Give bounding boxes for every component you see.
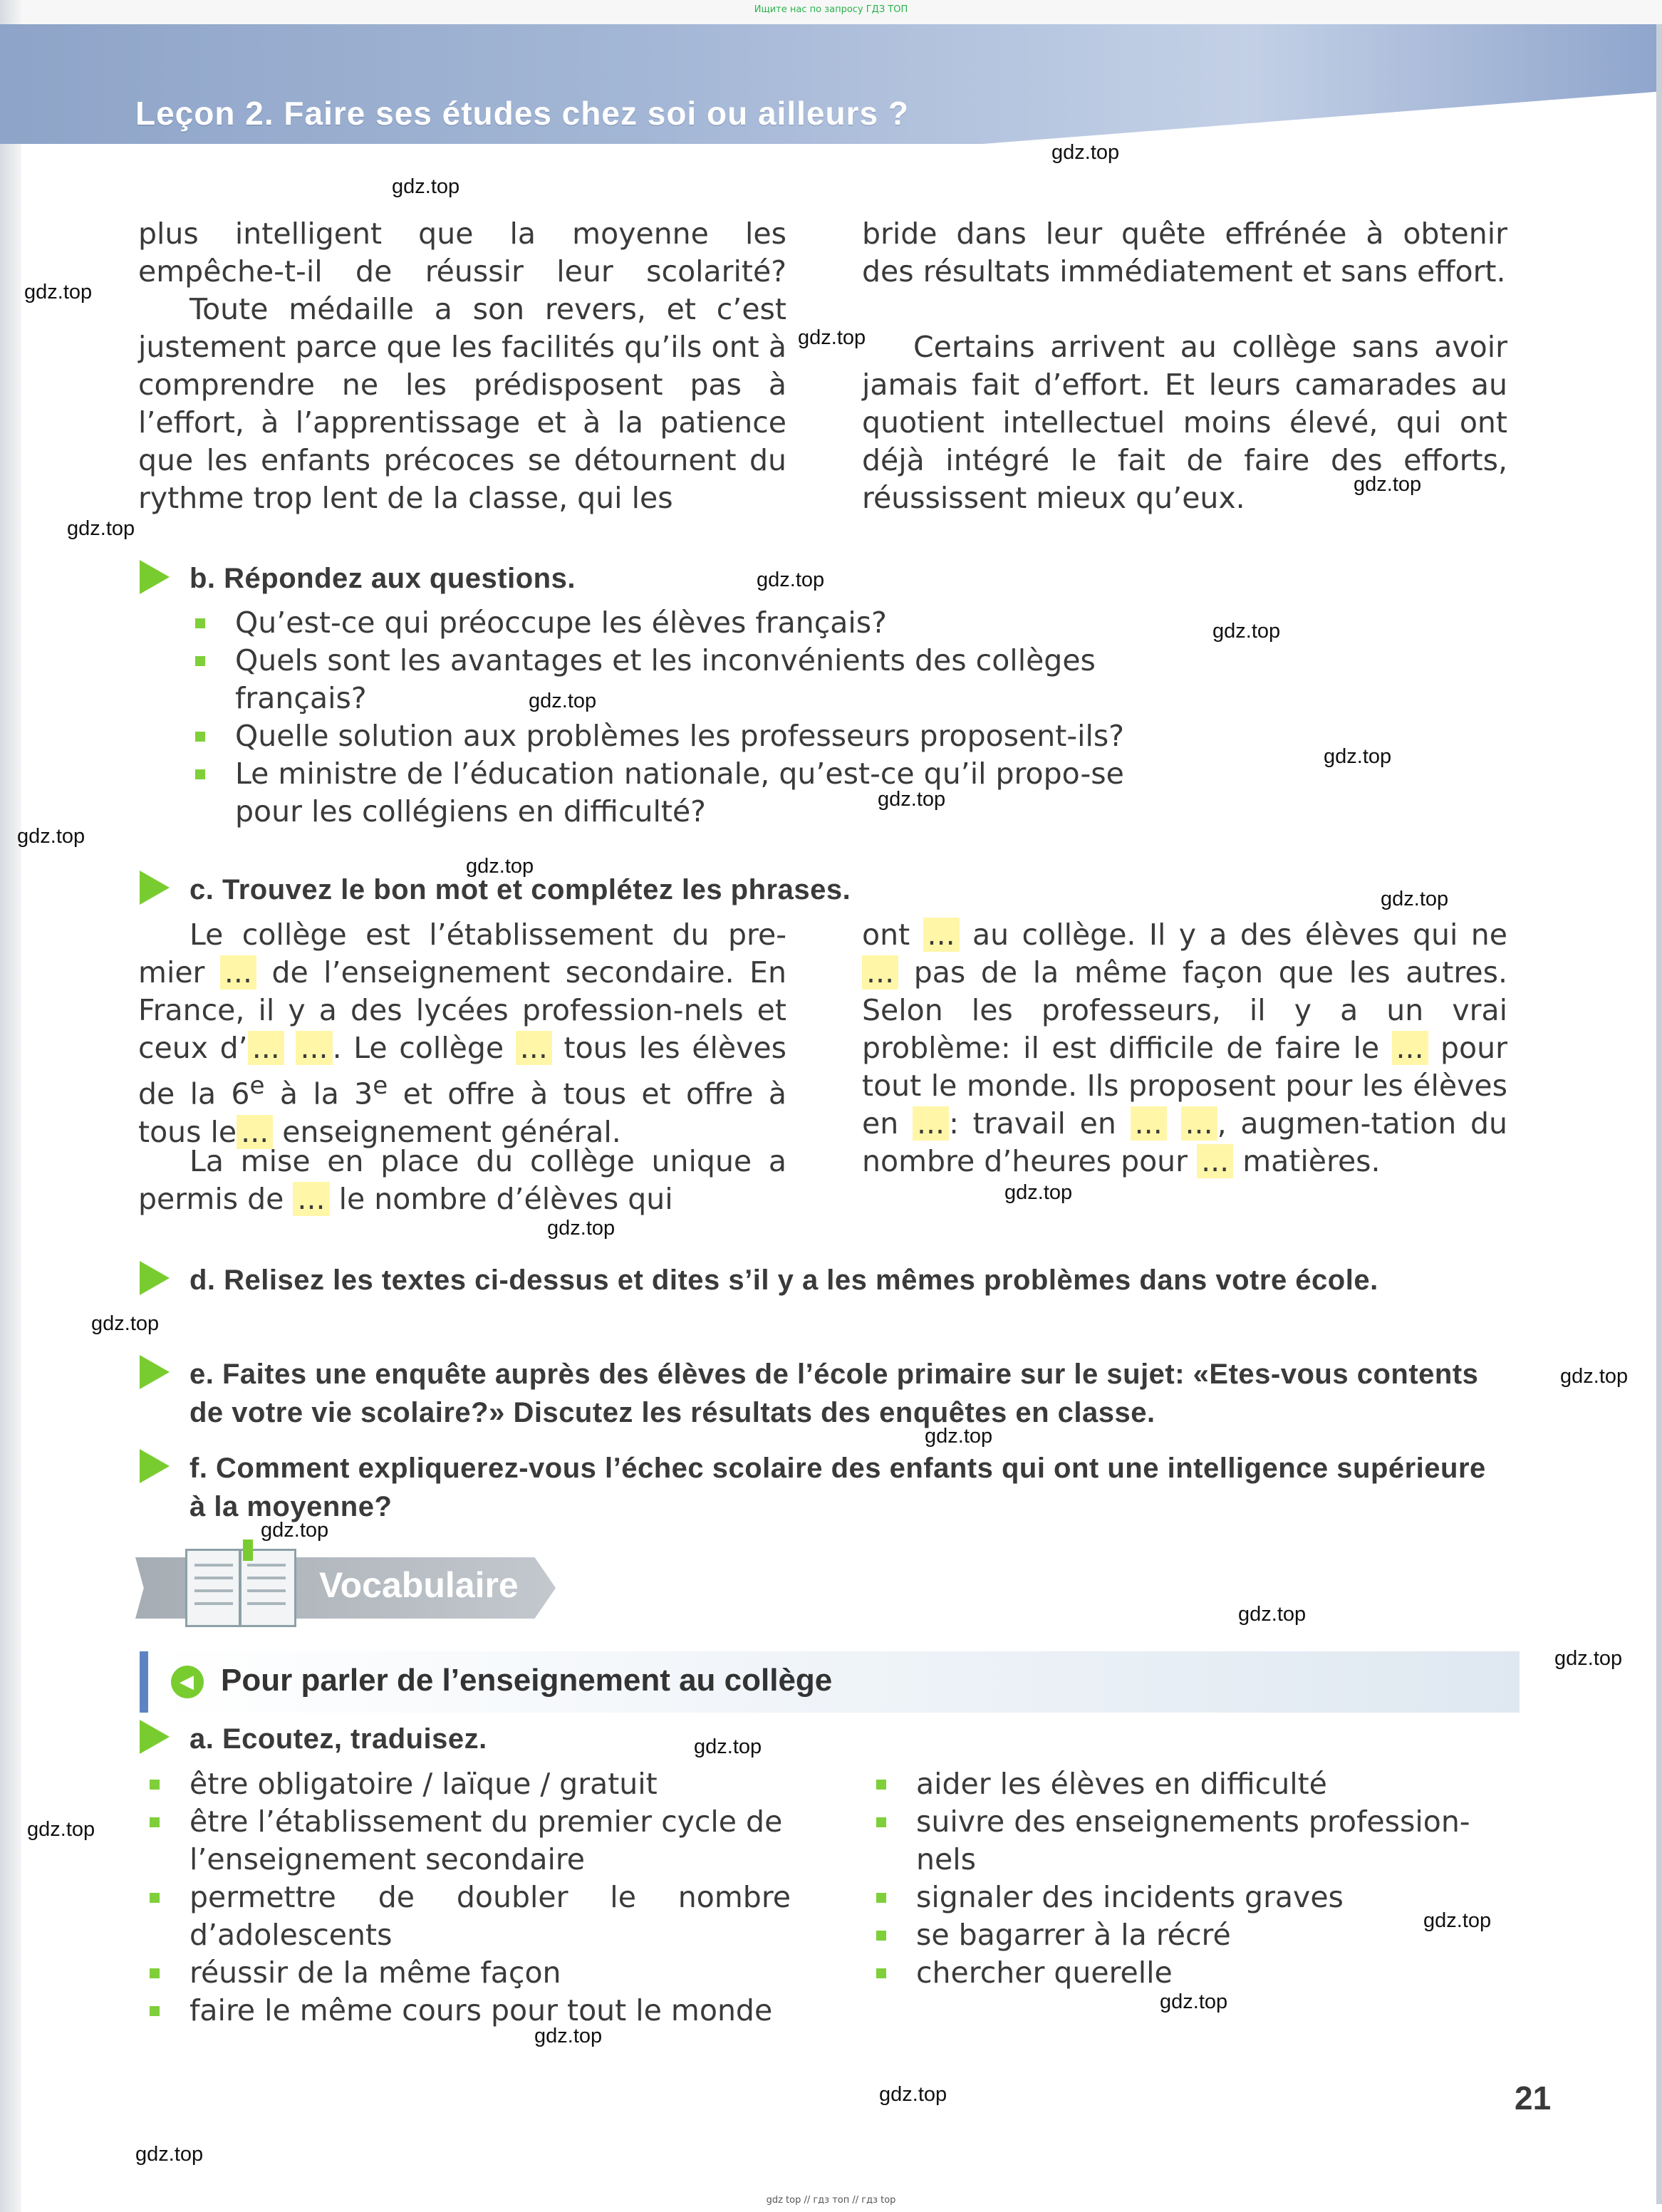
gap-blank[interactable]: ... — [923, 918, 960, 952]
text-segment: tous les élèves de la 6 — [138, 1031, 786, 1111]
gap-blank[interactable]: ... — [248, 1031, 284, 1065]
task-b-title: b. Répondez aux questions. — [189, 563, 576, 594]
question-item: Le ministre de l’éducation nationale, qu’est-ce qu’il propo-se pour les collégiens en difficulté? — [191, 755, 1160, 831]
text-segment: à la 3 — [264, 1076, 373, 1111]
text1-right-para-2: Certains arrivent au collège sans avoir jamais fait d’effort. Et leurs camarades au quotient intellectuel moins élevé, qui ont déjà intégré le fait de faire des efforts, réussissent mieux qu’eux. — [862, 330, 1507, 515]
superscript: e — [373, 1071, 388, 1100]
watermark: gdz.top — [1381, 888, 1449, 910]
task-c-left-para-2 — [138, 1143, 786, 1218]
bookmark-icon — [243, 1539, 253, 1561]
gap-blank[interactable]: ... — [516, 1031, 552, 1065]
watermark: gdz.top — [1238, 1603, 1307, 1626]
bottom-note: gdz top // гдз топ // гдз top — [766, 2195, 896, 2206]
watermark: gdz.top — [466, 855, 534, 878]
page-number: 21 — [1515, 2079, 1552, 2117]
text-segment: La mise en place du collège unique a permis de — [138, 1144, 786, 1216]
question-item: Quels sont les avantages et les inconvénients des collèges français? — [191, 642, 1160, 717]
text-segment: de l’enseignement secondaire. En France, il y a des lycées profession-nels et ceux d’ — [138, 955, 786, 1065]
text-segment: pour tout le monde. Ils proposent pour les élèves en — [862, 1031, 1507, 1141]
gap-blank[interactable]: ... — [293, 1182, 329, 1216]
task-c-arrow-icon — [140, 871, 170, 905]
text1-left-para-1: plus intelligent que la moyenne les empêche-t-il de réussir leur scolarité? — [138, 217, 786, 289]
vocab-item: signaler des incidents graves — [872, 1879, 1517, 1916]
vocab-item: se bagarrer à la récré — [872, 1916, 1517, 1954]
watermark: gdz.top — [1560, 1365, 1629, 1388]
vocab-item: être obligatoire / laïque / gratuit — [145, 1765, 791, 1803]
watermark: gdz.top — [135, 2143, 204, 2166]
book-icon — [185, 1549, 296, 1627]
watermark: gdz.top — [27, 1818, 95, 1841]
task-a-title: a. Ecoutez, traduisez. — [189, 1723, 487, 1755]
task-e-text: e. Faites une enquête auprès des élèves de l’école primaire sur le sujet: «Etes-vous contents de votre vie scolaire?» Discutez les résultats des enquêtes en classe. — [189, 1359, 1479, 1428]
section-title: Pour parler de l’enseignement au collège — [221, 1663, 833, 1698]
watermark: gdz.top — [529, 690, 597, 712]
text-segment: Le collège est l’établissement du pre-mier — [138, 918, 786, 990]
book-line — [247, 1564, 286, 1567]
book-line — [247, 1577, 286, 1579]
watermark: gdz.top — [1160, 1990, 1228, 2013]
text-segment: au collège. Il y a des élèves qui ne — [972, 918, 1507, 952]
watermark: gdz.top — [91, 1312, 160, 1335]
vocab-item: être l’établissement du premier cycle de l’enseignement secondaire — [145, 1803, 791, 1879]
book-line — [194, 1564, 233, 1567]
book-line — [194, 1577, 233, 1579]
task-b-arrow-icon — [140, 560, 170, 594]
side-shadow — [1656, 24, 1662, 2204]
watermark: gdz.top — [1004, 1181, 1073, 1204]
top-note: Ищите нас по запросу ГДЗ ТОП — [754, 4, 908, 15]
book-line — [194, 1589, 233, 1592]
gap-blank[interactable]: ... — [237, 1115, 273, 1149]
audio-speaker-icon[interactable]: ◀ — [171, 1666, 204, 1698]
vocab-item: suivre des enseignements profession-nels — [872, 1803, 1517, 1879]
watermark: gdz.top — [261, 1519, 329, 1542]
vocab-item: réussir de la même façon — [145, 1954, 791, 1992]
vocab-item: chercher querelle — [872, 1954, 1517, 1992]
task-d-text: d. Relisez les textes ci-dessus et dites s’il y a les mêmes problèmes dans votre école. — [189, 1265, 1378, 1296]
watermark: gdz.top — [1324, 745, 1392, 768]
task-f-arrow-icon — [140, 1449, 170, 1483]
watermark: gdz.top — [534, 2025, 603, 2047]
task-f-text: f. Comment expliquerez-vous l’échec scolaire des enfants qui ont une intelligence supérieure à la moyenne? — [189, 1453, 1486, 1522]
watermark: gdz.top — [24, 281, 93, 303]
task-e-arrow-icon — [140, 1355, 170, 1389]
watermark: gdz.top — [67, 517, 135, 540]
vocab-list-right — [872, 1765, 1517, 1992]
text-segment: pas de la même façon que les autres. Selon les professeurs, il y a un vrai problème: il est difficile de faire le — [862, 955, 1507, 1065]
book-line — [247, 1602, 286, 1605]
text-segment: matières. — [1242, 1144, 1381, 1178]
gap-blank[interactable]: ... — [1131, 1106, 1167, 1141]
text-segment: : travail en — [949, 1106, 1116, 1141]
task-b-question-list — [191, 604, 1160, 831]
task-c-right-para — [862, 916, 1507, 1180]
text-segment: , augmen-tation du nombre d’heures pour — [862, 1106, 1507, 1178]
book-line — [194, 1602, 233, 1605]
watermark: gdz.top — [392, 175, 460, 198]
book-spine — [239, 1551, 241, 1625]
book-line — [247, 1589, 286, 1592]
task-c-title: c. Trouvez le bon mot et complétez les phrases. — [189, 874, 851, 905]
watermark: gdz.top — [879, 2083, 947, 2106]
lesson-title: Leçon 2. Faire ses études chez soi ou ailleurs ? — [135, 95, 909, 132]
text-segment: ont — [862, 918, 910, 952]
gap-blank[interactable]: ... — [1392, 1031, 1428, 1065]
watermark: gdz.top — [1423, 1909, 1492, 1932]
text1-left-para-2: Toute médaille a son revers, et c’est justement parce que les facilités qu’ils ont à comprendre ne les prédisposent pas à l’effort, à l’apprentissage et à la patience que les enfants précoces se détournent du rythme trop lent de la classe, qui les — [138, 292, 786, 515]
vocab-item: permettre de doubler le nombre d’adolescents — [145, 1879, 791, 1954]
watermark: gdz.top — [878, 788, 946, 811]
watermark: gdz.top — [547, 1217, 616, 1240]
vocab-item: faire le même cours pour tout le monde — [145, 1992, 791, 2030]
watermark: gdz.top — [1554, 1647, 1623, 1670]
gap-blank[interactable]: ... — [220, 955, 256, 990]
task-d-arrow-icon — [140, 1261, 170, 1295]
watermark: gdz.top — [694, 1735, 762, 1758]
vocab-list-left — [145, 1765, 791, 2030]
task-a-arrow-icon — [140, 1720, 170, 1754]
task-c-left-para-1: Le collège est l’établissement du pre-mier ... de l’enseignement secondaire. En France, il y a des lycées profession-nels et ceux d’ ... ... . Le collège ... tous les élèves de la 6e à la 3e et offre à tous et offre à tous le ... enseignement général. — [138, 918, 786, 1149]
question-item: Qu’est-ce qui préoccupe les élèves français? — [191, 604, 1160, 642]
watermark: gdz.top — [1051, 141, 1120, 164]
watermark: gdz.top — [925, 1425, 993, 1448]
question-item: Quelle solution aux problèmes les professeurs proposent-ils? — [191, 717, 1160, 755]
watermark: gdz.top — [1354, 473, 1422, 496]
gap-blank[interactable]: ... — [296, 1031, 332, 1065]
watermark: gdz.top — [757, 568, 825, 591]
vocabulaire-banner — [135, 1557, 556, 1619]
gap-blank[interactable]: ... — [913, 1106, 949, 1141]
text1-right-para-1: bride dans leur quête effrénée à obtenir des résultats immédiatement et sans effort. — [862, 217, 1507, 289]
watermark: gdz.top — [17, 825, 85, 848]
text-segment: enseignement général. — [273, 1114, 621, 1149]
superscript: e — [249, 1071, 265, 1100]
text-segment: le nombre d’élèves qui — [338, 1182, 673, 1216]
vocab-item: aider les élèves en difficulté — [872, 1765, 1517, 1803]
gap-blank[interactable]: ... — [862, 955, 898, 990]
watermark: gdz.top — [1212, 620, 1281, 643]
text-segment: et offre à tous le — [138, 1076, 786, 1149]
vocabulaire-label: Vocabulaire — [319, 1565, 519, 1605]
watermark: gdz.top — [798, 326, 866, 349]
gap-blank[interactable]: ... — [1181, 1106, 1217, 1141]
text-segment: . Le collège — [332, 1031, 504, 1065]
gap-blank[interactable]: ... — [1197, 1144, 1233, 1178]
scan-edge — [0, 0, 21, 2212]
